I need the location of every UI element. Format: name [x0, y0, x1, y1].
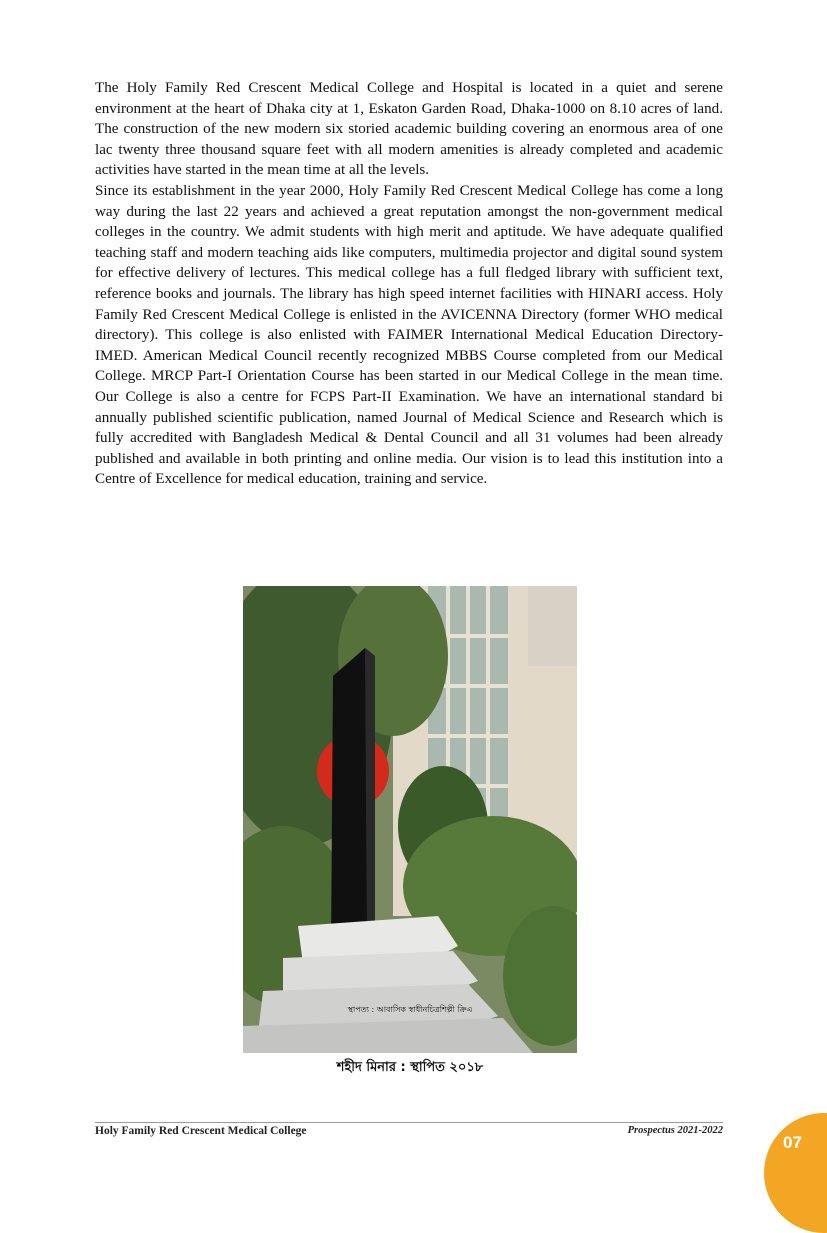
paragraph-history: Since its establishment in the year 2000, Holy Family Red Crescent Medical College has come a long way during the last 22 years and achieved a great reputation amongst the non-government medical colleges in the country. We admit students with high merit and aptitude. We have adequate qualified teaching staff and modern teaching aids like computers, multimedia projector and digital sound system for effective delivery of lectures. This medical college has a full fledged library with sufficient text, reference books and journals. The library has high speed internet facilities with HINARI access. Holy Family Red Crescent Medical College is enlisted in the AVICENNA Directory (former WHO medical directory). This college is also enlisted with FAIMER International Medical Education Directory-IMED. American Medical Council recently recognized MBBS Course completed from our Medical College. MRCP Part-I Orientation Course has been started in our Medical College in the mean time. Our College is also a centre for FCPS Part-II Examination. We have an international standard bi annually published scientific publication, named Journal of Medical Science and Research which is fully accredited with Bangladesh Medical & Dental Council and all 31 volumes had been already published and available in both printing and online media. Our vision is to lead this institution into a Centre of Excellence for medical education, training and service.	[95, 182, 723, 488]
footer-college-name: Holy Family Red Crescent Medical College	[95, 1125, 307, 1137]
page-number-badge	[764, 1113, 827, 1233]
page-number: 07	[783, 1133, 802, 1152]
footer-prospectus: Prospectus 2021-2022	[627, 1125, 723, 1136]
photo-caption: শহীদ মিনার : স্থাপিত ২০১৮	[336, 1060, 484, 1075]
footer-divider	[95, 1122, 723, 1123]
body-text	[95, 78, 723, 490]
shaheed-minar-photo	[243, 586, 577, 1053]
photo-inner-caption: স্থাপত্য : আবাসিক স্বাধীনচিত্রশিল্পী ক্রিএ	[347, 1005, 473, 1014]
paragraph-intro: The Holy Family Red Crescent Medical College and Hospital is located in a quiet and serene environment at the heart of Dhaka city at 1, Eskaton Garden Road, Dhaka-1000 on 8.10 acres of land. The construction of the new modern six storied academic building covering an enormous area of one lac twenty three thousand square feet with all modern amenities is already completed and academic activities have started in the mean time at all the levels.	[95, 80, 723, 179]
photo-illustration	[243, 586, 577, 1053]
